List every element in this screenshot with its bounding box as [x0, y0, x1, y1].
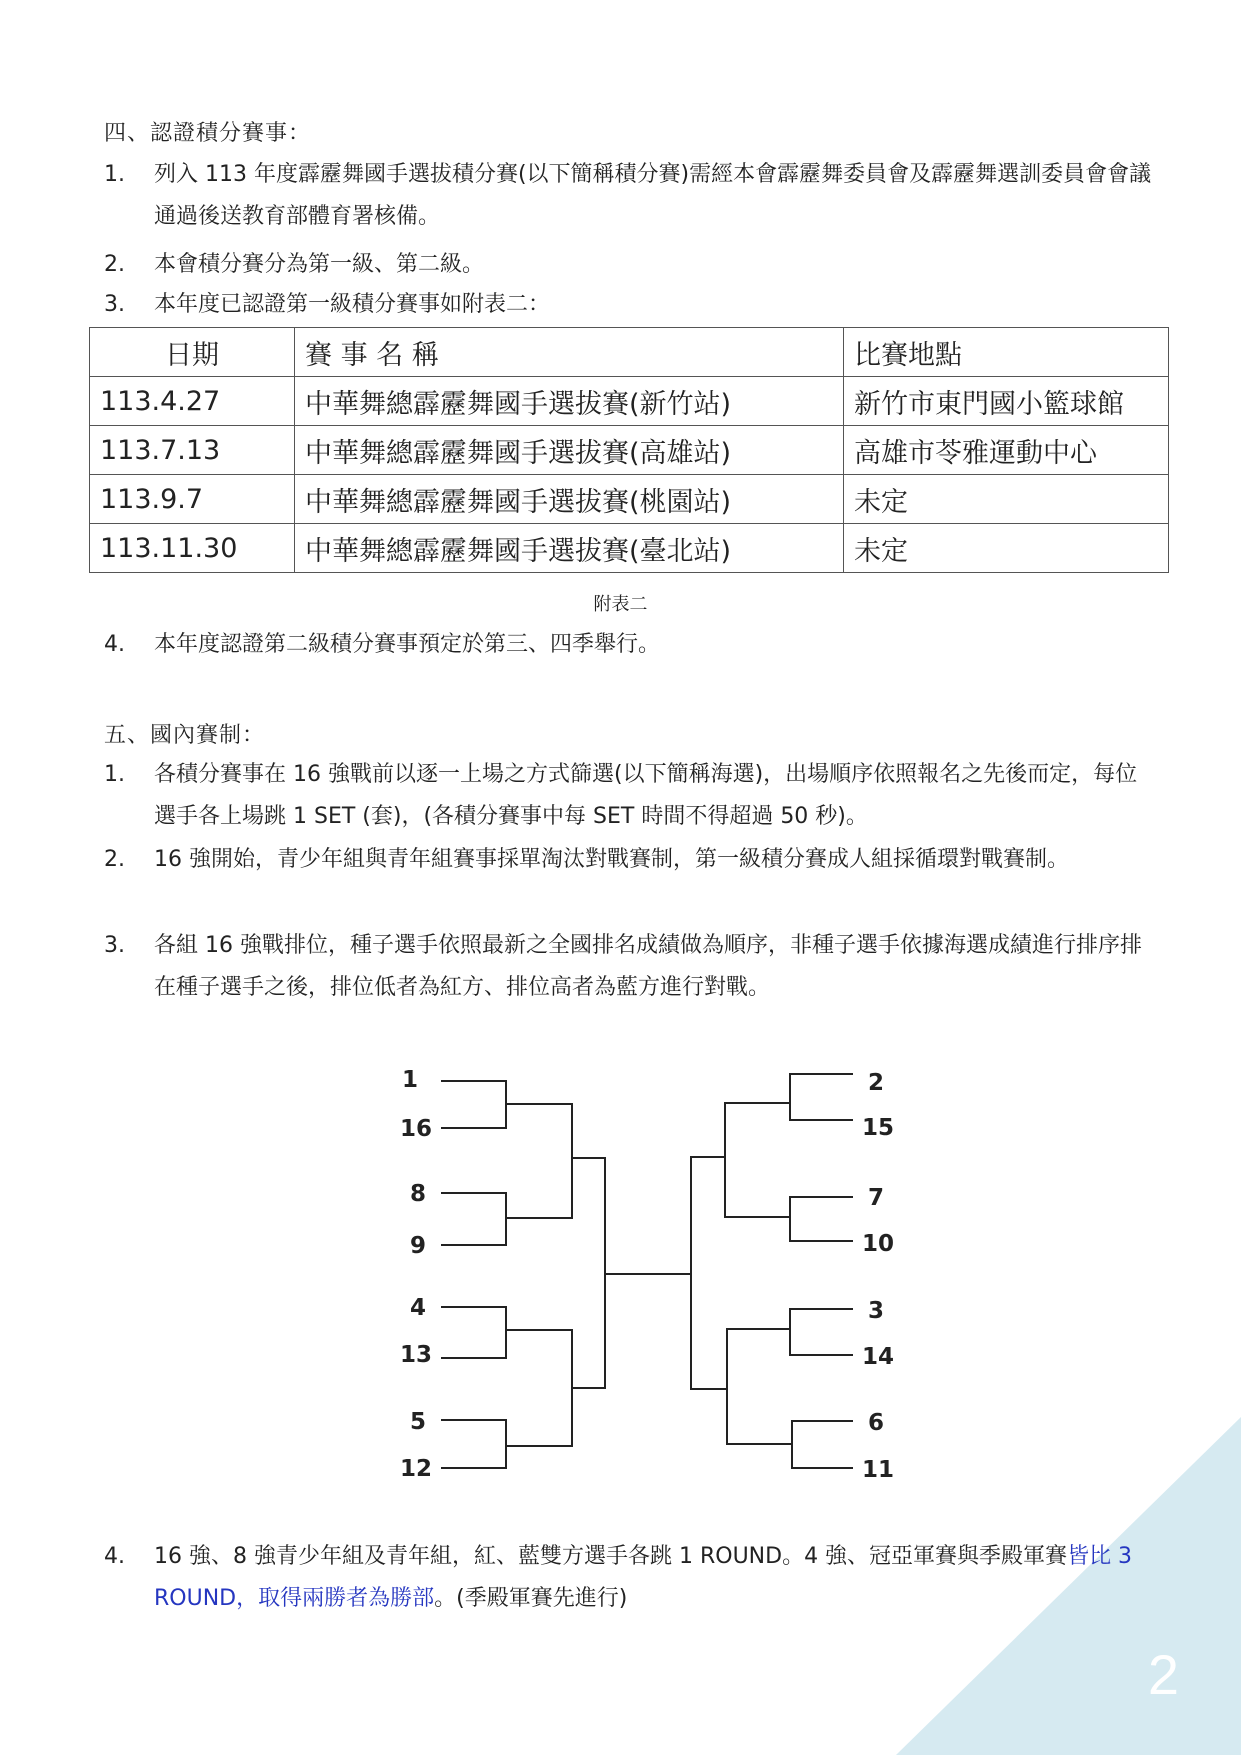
cell-event-name: 中華舞總霹靂舞國手選拔賽(高雄站): [295, 426, 844, 475]
seed-label: 4: [409, 1295, 426, 1321]
item-text: 各組 16 強戰排位，種子選手依照最新之全國排名成績做為順序，非種子選手依據海選成績進行排序排在種子選手之後，排位低者為紅方、排位高者為藍方進行對戰。: [154, 933, 1142, 1000]
seed-label: 10: [862, 1231, 895, 1257]
seed-label: 11: [862, 1457, 895, 1483]
header-venue: 比賽地點: [844, 328, 1169, 377]
item-number: 2.: [104, 252, 125, 277]
cell-date: 113.11.30: [90, 524, 295, 573]
page-number: 2: [1147, 1643, 1179, 1706]
item-number: 1.: [104, 162, 125, 187]
item-number: 2.: [104, 847, 125, 872]
seed-label: 14: [862, 1344, 895, 1370]
item-text: [154, 1536, 1154, 1620]
item-number: 4.: [104, 632, 125, 657]
header-date: 日期: [90, 328, 295, 377]
seed-label: 6: [868, 1410, 885, 1436]
seed-label: 2: [868, 1070, 885, 1096]
cell-date: 113.9.7: [90, 475, 295, 524]
cell-venue: 未定: [844, 475, 1169, 524]
seed-label: 12: [399, 1456, 432, 1482]
seed-label: 15: [862, 1115, 895, 1141]
item-text: 本年度已認證第一級積分賽事如附表二：: [154, 292, 551, 317]
cell-event-name: 中華舞總霹靂舞國手選拔賽(臺北站): [295, 524, 844, 573]
item-text: 16 強開始，青少年組與青年組賽事採單淘汰對戰賽制，第一級積分賽成人組採循環對戰賽制。: [154, 847, 1069, 872]
item-text: 本年度認證第二級積分賽事預定於第三、四季舉行。: [154, 632, 661, 657]
seed-label: 13: [399, 1342, 432, 1368]
section5-heading: 五、國內賽制：: [104, 723, 266, 748]
seed-label: 1: [401, 1067, 418, 1093]
item-number: 3.: [104, 933, 125, 958]
cell-venue: 高雄市苓雅運動中心: [844, 426, 1169, 475]
header-event-name: 賽 事 名 稱: [295, 328, 844, 377]
item-text-part: 。(季殿軍賽先進行): [434, 1586, 628, 1611]
seed-label: 8: [409, 1181, 426, 1207]
seed-label: 16: [399, 1116, 432, 1142]
seed-label: 9: [409, 1233, 426, 1259]
seed-label: 5: [409, 1409, 426, 1435]
seed-label: 3: [868, 1298, 885, 1324]
item-text: 本會積分賽分為第一級、第二級。: [154, 252, 485, 277]
cell-event-name: 中華舞總霹靂舞國手選拔賽(新竹站): [295, 377, 844, 426]
cell-date: 113.4.27: [90, 377, 295, 426]
item-text-part: 16 強、8 強青少年組及青年組，紅、藍雙方選手各跳 1 ROUND。4 強、冠亞軍賽與季殿軍賽: [154, 1544, 1068, 1569]
item-text: 列入 113 年度霹靂舞國手選拔積分賽(以下簡稱積分賽)需經本會霹靂舞委員會及霹靂舞選訓委員會會議通過後送教育部體育署核備。: [154, 162, 1152, 229]
cell-venue: 新竹市東門國小籃球館: [844, 377, 1169, 426]
item-number: 4.: [104, 1544, 125, 1569]
table-caption: 附表二: [593, 594, 648, 615]
cell-event-name: 中華舞總霹靂舞國手選拔賽(桃園站): [295, 475, 844, 524]
section4-heading: 四、認證積分賽事：: [104, 121, 312, 146]
highlighted-text: 皆比 3 ROUND，取得兩勝者為勝部: [154, 1544, 1133, 1611]
bracket-lines: [441, 1074, 853, 1468]
cell-venue: 未定: [844, 524, 1169, 573]
section5-item-4: [104, 1536, 1154, 1620]
cell-date: 113.7.13: [90, 426, 295, 475]
seed-label: 7: [868, 1185, 885, 1211]
item-number: 1.: [104, 762, 125, 787]
item-number: 3.: [104, 292, 125, 317]
item-text: 各積分賽事在 16 強戰前以逐一上場之方式篩選(以下簡稱海選)，出場順序依照報名之先後而定，每位選手各上場跳 1 SET (套)，(各積分賽事中每 SET 時間不得超過 50 秒)。: [154, 762, 1138, 829]
